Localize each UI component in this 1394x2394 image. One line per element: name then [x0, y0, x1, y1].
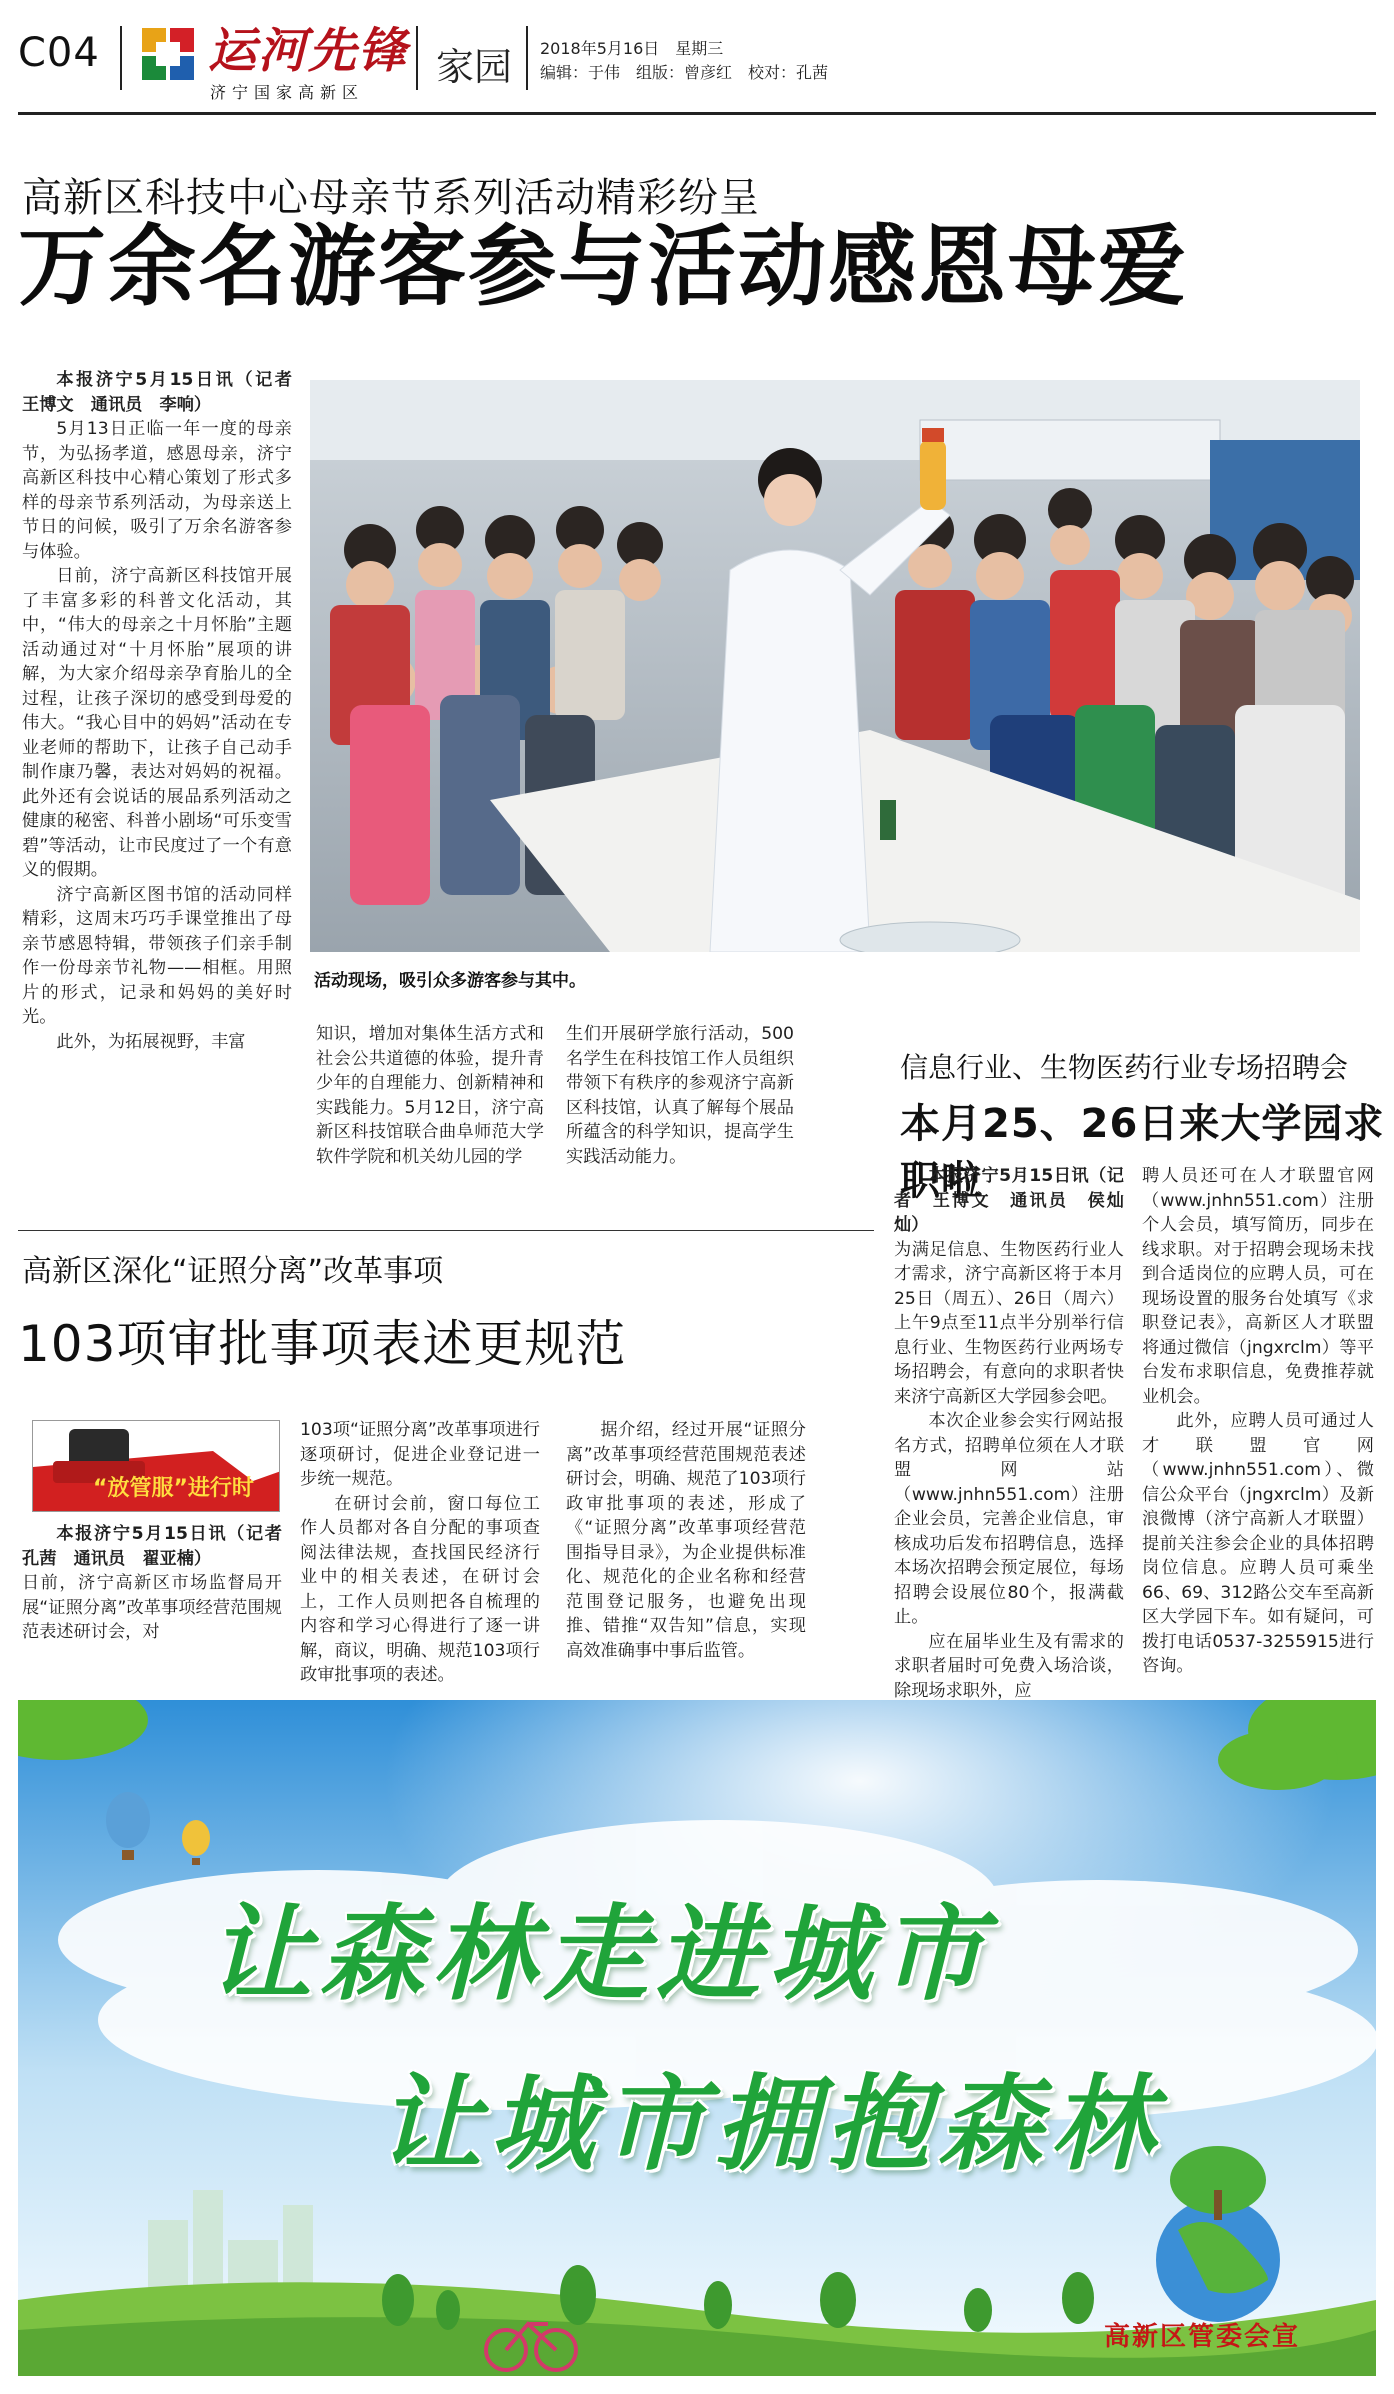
- top-story-paragraph: 5月13日正临一年一度的母亲节，为弘扬孝道，感恩母亲，济宁高新区科技中心精心策划了形式多样的母亲节系列活动，为母亲送上节日的问候，吸引了万余名游客参与体验。: [22, 419, 292, 562]
- license-story-kicker: 高新区深化“证照分离”改革事项: [22, 1254, 444, 1289]
- job-story-paragraph: 聘人员还可在人才联盟官网（www.jnhn551.com）注册个人会员，填写简历，同步在线求职。对于招聘会现场未找到合适岗位的应聘人员，可在现场设置的服务台处填写《求职登记表》，高新区人才联盟将通过微信（jngxrclm）等平台发布求职信息，免费推荐就业机会。: [1142, 1166, 1374, 1407]
- job-story-paragraph: 为满足信息、生物医药行业人才需求，济宁高新区将于本月25日（周五）、26日（周六）上午9点至11点半分别举行信息行业、生物医药行业两场专场招聘会，有意向的求职者快来济宁高新区大学园参会吧。: [894, 1239, 1124, 1407]
- top-story-kicker: 高新区科技中心母亲节系列活动精彩纷呈: [22, 175, 760, 221]
- brand-subtitle: 济宁国家高新区: [210, 83, 365, 102]
- masthead-divider: [416, 26, 418, 90]
- date-line: 2018年5月16日 星期三: [540, 39, 724, 58]
- photo-caption: 活动现场，吸引众多游客参与其中。: [314, 971, 586, 991]
- banner-credit: 高新区管委会宣: [1104, 2322, 1301, 2352]
- brand-name: 运河先锋: [208, 23, 409, 79]
- license-story-paragraph: 在研讨会前，窗口每位工作人员都对各自分配的事项查阅法律法规，查找国民经济行业中的相关表述，在研讨会上，工作人员则把各自梳理的内容和学习心得进行了逐一讲解，商议，明确、规范103项行政审批事项的表述。: [300, 1493, 540, 1685]
- top-story-paragraph: 此外，为拓展视野，丰富: [56, 1031, 246, 1052]
- job-story-paragraph: 应在届毕业生及有需求的求职者届时可免费入场洽谈，除现场求职外，应: [894, 1631, 1124, 1701]
- masthead-divider: [120, 26, 122, 90]
- editors-line: 编辑：于伟 组版：曾彦红 校对：孔茜: [540, 63, 829, 82]
- top-story-paragraph: 济宁高新区图书馆的活动同样精彩，这周末巧巧手课堂推出了母亲节感恩特辑，带领孩子们亲手制作一份母亲节礼物——相框。用照片的形式，记录和妈妈的美好时光。: [22, 884, 292, 1027]
- license-story-paragraph: 据介绍，经过开展“证照分离”改革事项经营范围规范表述研讨会，明确、规范了103项行政审批事项的表述，形成了《“证照分离”改革事项经营范围指导目录》，为企业提供标准化、规范化的企业名称和经营范围登记服务，也避免出现推、错推“双告知”信息，实现高效准确事中事后监管。: [566, 1420, 806, 1661]
- newspaper-logo-icon: [138, 24, 198, 84]
- top-story-paragraph: 知识，增加对集体生活方式和社会公共道德的体验，提升青少年的自理能力、创新精神和实践能力。5月12日，济宁高新区科技馆联合曲阜师范大学软件学院和机关幼儿园的学: [316, 1024, 544, 1167]
- activity-photo: [310, 380, 1360, 952]
- reform-badge-label: “放管服”进行时: [93, 1476, 254, 1501]
- reform-badge: [32, 1420, 280, 1512]
- job-story-kicker: 信息行业、生物医药行业专场招聘会: [900, 1051, 1349, 1084]
- license-story-byline: 本报济宁5月15日讯（记者 孔茜 通讯员 翟亚楠）: [22, 1524, 300, 1569]
- top-story-column-2: [316, 1022, 544, 1169]
- license-story-column-2: [300, 1418, 540, 1688]
- job-story-headline: 本月25、26日来大学园求职啦: [900, 1101, 1385, 1204]
- masthead-divider: [526, 26, 528, 90]
- banner-slogan-line-1: 让森林走进城市: [208, 1892, 993, 2015]
- banner-slogan-line-2: 让城市拥抱森林: [378, 2062, 1163, 2185]
- top-story-paragraph: 日前，济宁高新区科技馆开展了丰富多彩的科普文化活动，其中，“伟大的母亲之十月怀胎”主题活动通过对“十月怀胎”展项的讲解，为大家介绍母亲孕育胎儿的全过程，让孩子深切的感受到母爱的伟大。“我心目中的妈妈”活动在专业老师的帮助下，让孩子自己动手制作康乃馨，表达对妈妈的祝福。此外还有会说话的展品系列活动之健康的秘密、科普小剧场“可乐变雪碧”等活动，让市民度过了一个有意义的假期。: [22, 566, 292, 880]
- license-story-headline: 103项审批事项表述更规范: [18, 1315, 627, 1373]
- top-story-column-3: [566, 1022, 794, 1169]
- license-story-paragraph: 日前，济宁高新区市场监督局开展“证照分离”改革事项经营范围规范表述研讨会，对: [22, 1573, 282, 1642]
- license-story-paragraph: 103项“证照分离”改革事项进行逐项研讨，促进企业登记进一步统一规范。: [300, 1420, 540, 1489]
- top-story-byline: 本报济宁5月15日讯（记者 王博文 通讯员 李响）: [22, 370, 310, 415]
- page-number: C04: [18, 30, 100, 76]
- license-story-column-3: [566, 1418, 806, 1663]
- license-story-column-1: [22, 1522, 300, 1645]
- top-story-headline: 万余名游客参与活动感恩母爱: [18, 215, 1189, 318]
- job-story-paragraph: 本次企业参会实行网站报名方式，招聘单位须在人才联盟网站（www.jnhn551.com）注册企业会员，完善企业信息，审核成功后发布招聘信息，选择本场次招聘会预定展位，每场招聘会设展位80个，报满截止。: [894, 1411, 1124, 1627]
- section-rule: [18, 1230, 874, 1231]
- job-story-paragraph: 此外，应聘人员可通过人才联盟官网（www.jnhn551.com）、微信公众平台（jngxrclm）及新浪微博（济宁高新人才联盟）提前关注参会企业的具体招聘岗位信息。应聘人员可乘坐66、69、312路公交车至高新区大学园下车。如有疑问，可拨打电话0537-3255915进行咨询。: [1142, 1411, 1374, 1676]
- job-story-byline: 本报济宁5月15日讯（记者 王博文 通讯员 侯灿灿）: [894, 1166, 1124, 1235]
- forest-city-banner: [18, 1700, 1376, 2376]
- top-story-paragraph: 生们开展研学旅行活动，500名学生在科技馆工作人员组织带领下有秩序的参观济宁高新区科技馆，认真了解每个展品所蕴含的科学知识，提高学生实践活动能力。: [566, 1024, 794, 1167]
- job-story-column-2: [1142, 1164, 1374, 1679]
- masthead-rule: [18, 112, 1376, 115]
- section-name: 家园: [436, 45, 513, 89]
- job-story-column-1: [894, 1164, 1124, 1703]
- top-story-column-1: [22, 368, 310, 1054]
